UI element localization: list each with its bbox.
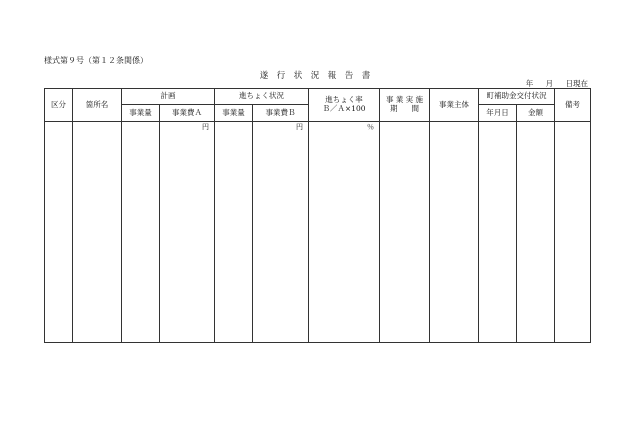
cell-location[interactable] <box>73 122 122 343</box>
period-char: 業 <box>395 95 404 105</box>
header-progress-qty: 事業量 <box>215 105 253 122</box>
cell-progress-qty[interactable] <box>215 122 253 343</box>
period-char: 期 <box>390 104 398 113</box>
header-category: 区分 <box>45 89 73 122</box>
period-bottom-line <box>380 105 429 114</box>
header-plan-cost: 事業費Ａ <box>160 105 215 122</box>
header-entity: 事業主体 <box>430 89 479 122</box>
header-progress-cost: 事業費Ｂ <box>253 105 309 122</box>
header-plan-qty: 事業量 <box>122 105 160 122</box>
progress-rate-line2: Ｂ／Ａ×100 <box>322 104 366 113</box>
header-location: 箇所名 <box>73 89 122 122</box>
header-remarks: 備考 <box>555 89 591 122</box>
cell-implementation-period[interactable] <box>380 122 430 343</box>
cell-progress-cost[interactable] <box>253 122 309 343</box>
unit-yen: 円 <box>296 123 303 131</box>
date-day-label: 日現在 <box>565 79 588 88</box>
document-title: 遂 行 状 況 報 告 書 <box>259 71 371 81</box>
cell-subsidy-date[interactable] <box>479 122 517 343</box>
header-plan: 計画 <box>122 89 215 105</box>
period-char: 実 <box>405 95 414 105</box>
unit-percent: ％ <box>367 123 374 131</box>
header-subsidy: 町補助金交付状況 <box>479 89 555 105</box>
cell-plan-cost[interactable] <box>160 122 215 343</box>
cell-entity[interactable] <box>430 122 479 343</box>
unit-yen: 円 <box>202 123 209 131</box>
period-char: 間 <box>411 104 419 113</box>
header-subsidy-date: 年月日 <box>479 105 517 122</box>
date-year-label: 年 <box>525 79 534 88</box>
progress-rate-line1: 進ちょく率 <box>325 95 363 105</box>
header-progress: 進ちょく状況 <box>215 89 309 105</box>
progress-report-table <box>44 88 591 343</box>
cell-plan-qty[interactable] <box>122 122 160 343</box>
cell-category[interactable] <box>45 122 73 343</box>
cell-remarks[interactable] <box>555 122 591 343</box>
cell-subsidy-amount[interactable] <box>517 122 555 343</box>
period-char: 事 <box>386 95 394 105</box>
header-progress-rate <box>309 89 380 122</box>
cell-progress-rate[interactable] <box>309 122 380 343</box>
date-month-label: 月 <box>545 79 554 88</box>
period-char: 施 <box>415 95 423 105</box>
form-number: 様式第９号（第１２条関係） <box>44 56 148 65</box>
header-implementation-period <box>380 89 430 122</box>
header-subsidy-amount: 金額 <box>517 105 555 122</box>
period-top-line <box>380 96 429 105</box>
